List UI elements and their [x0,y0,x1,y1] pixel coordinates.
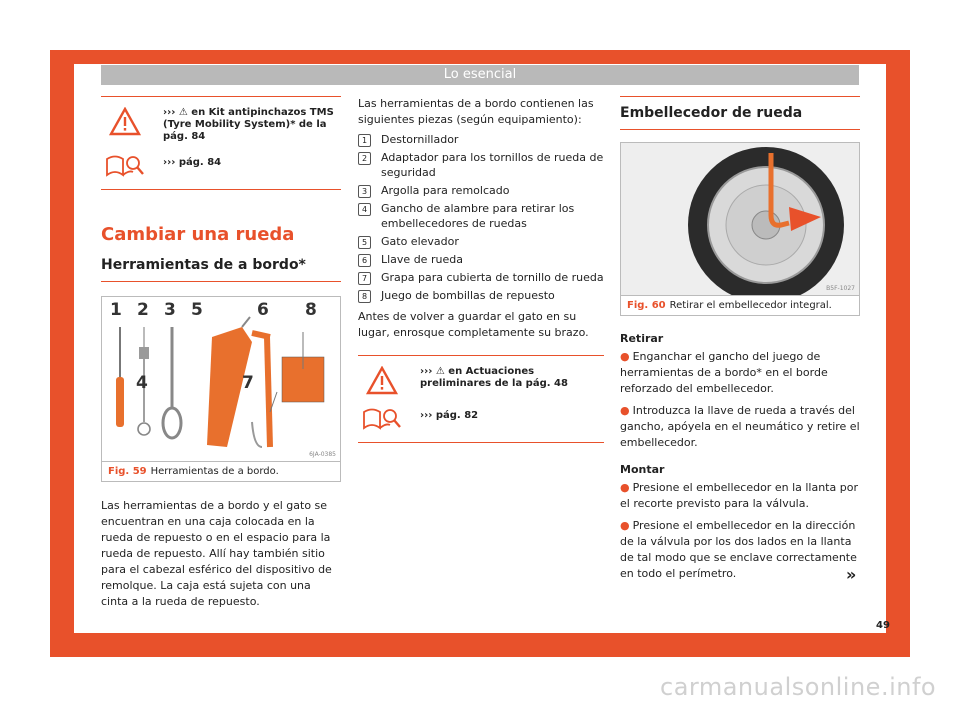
tools-lead: Las herramientas de a bordo contienen las siguientes piezas (según equipamiento): [358,97,594,126]
figure-label-1: 1 [110,300,122,320]
note-page-ref[interactable]: ››› pág. 84 [163,157,222,168]
item-text: Gato elevador [381,235,459,248]
item-number: 3 [358,185,371,198]
item-text: Llave de rueda [381,253,463,266]
note-box [101,96,341,190]
jack-note: Antes de volver a guardar el gato en su lugar, enrosque completamente su brazo. [358,310,589,339]
column-right [620,96,860,582]
list-item [358,270,604,285]
mount-heading: Montar [620,463,665,476]
figure-label-3: 3 [164,300,176,320]
tools-list [358,132,604,303]
figure-label-8: 8 [305,300,317,320]
item-text: Juego de bombillas de repuesto [381,289,555,302]
note-page-ref[interactable]: ››› pág. 82 [420,410,479,421]
list-item [358,234,604,249]
list-item [358,288,604,303]
item-number: 5 [358,236,371,249]
section-heading: Embellecedor de rueda [620,96,860,130]
book-magnifier-icon [358,404,406,434]
figure-number: Fig. 59 [108,466,147,477]
hubcap-illustration [621,143,859,295]
figure-60 [620,142,860,316]
remove-step: ● Introduzca la llave de rueda a través del gancho, apóyela en el neumático y retire el embellecedor. [620,404,860,449]
mount-step: ● Presione el embellecedor en la llanta por el recorte previsto para la válvula. [620,481,858,510]
column-left [101,96,341,610]
column-middle [358,96,604,443]
figure-code: B5F-1027 [826,285,855,292]
figure-code: 6JA-0385 [309,451,336,458]
section-subtitle: Herramientas de a bordo* [101,257,341,282]
bullet-icon: ● [620,481,630,494]
list-item [358,201,604,231]
figure-label-5: 5 [191,300,203,320]
book-magnifier-icon [101,151,149,181]
item-text: Adaptador para los tornillos de rueda de seguridad [381,151,604,179]
page-header: Lo esencial [101,65,859,85]
note-box [358,355,604,443]
figure-label-6: 6 [257,300,269,320]
figure-caption-text: Herramientas de a bordo. [150,466,279,477]
figure-caption-text: Retirar el embellecedor integral. [669,300,832,311]
item-number: 7 [358,272,371,285]
warning-icon [101,107,149,137]
item-number: 6 [358,254,371,267]
section-title: Cambiar una rueda [101,224,295,245]
note-warning-ref[interactable]: ››› ⚠ en Actuaciones preliminares de la pág. 48 [420,366,568,389]
remove-step: ● Enganchar el gancho del juego de herramientas de a bordo* en el borde reforzado del embellecedor. [620,350,828,395]
item-text: Grapa para cubierta de tornillo de rueda [381,271,604,284]
bullet-icon: ● [620,404,630,417]
continue-mark: » [846,565,857,584]
mount-step: ● Presione el embellecedor en la dirección de la válvula por los dos lados en la llanta de tal modo que se enclave correctamente en todo el perímetro. [620,519,857,580]
list-item [358,132,604,147]
bullet-icon: ● [620,519,630,532]
item-number: 1 [358,134,371,147]
figure-caption [102,461,340,481]
item-number: 4 [358,203,371,216]
remove-heading: Retirar [620,332,664,345]
figure-label-2: 2 [137,300,149,320]
item-text: Gancho de alambre para retirar los embellecedores de ruedas [381,202,575,230]
item-number: 2 [358,152,371,165]
item-number: 8 [358,290,371,303]
list-item [358,150,604,180]
figure-caption [621,295,859,315]
figure-label-4: 4 [136,373,148,393]
page-number: 49 [876,620,890,631]
figure-number: Fig. 60 [627,300,666,311]
list-item [358,183,604,198]
warning-icon [358,366,406,396]
figure-label-7: 7 [242,373,254,393]
figure-59 [101,296,341,482]
item-text: Destornillador [381,133,459,146]
item-text: Argolla para remolcado [381,184,510,197]
note-warning-ref[interactable]: ››› ⚠ en Kit antipinchazos TMS (Tyre Mobility System)* de la pág. 84 [163,107,334,142]
list-item [358,252,604,267]
intro-paragraph: Las herramientas de a bordo y el gato se encuentran en una caja colocada en la rueda de repuesto o en el espacio para la rueda de repuesto. Allí hay también sitio para el cabezal esférico del dispositivo de remolque. La caja está sujeta con una cinta a la rueda de repuesto. [101,499,332,608]
bullet-icon: ● [620,350,630,363]
watermark: carmanualsonline.info [660,673,937,701]
